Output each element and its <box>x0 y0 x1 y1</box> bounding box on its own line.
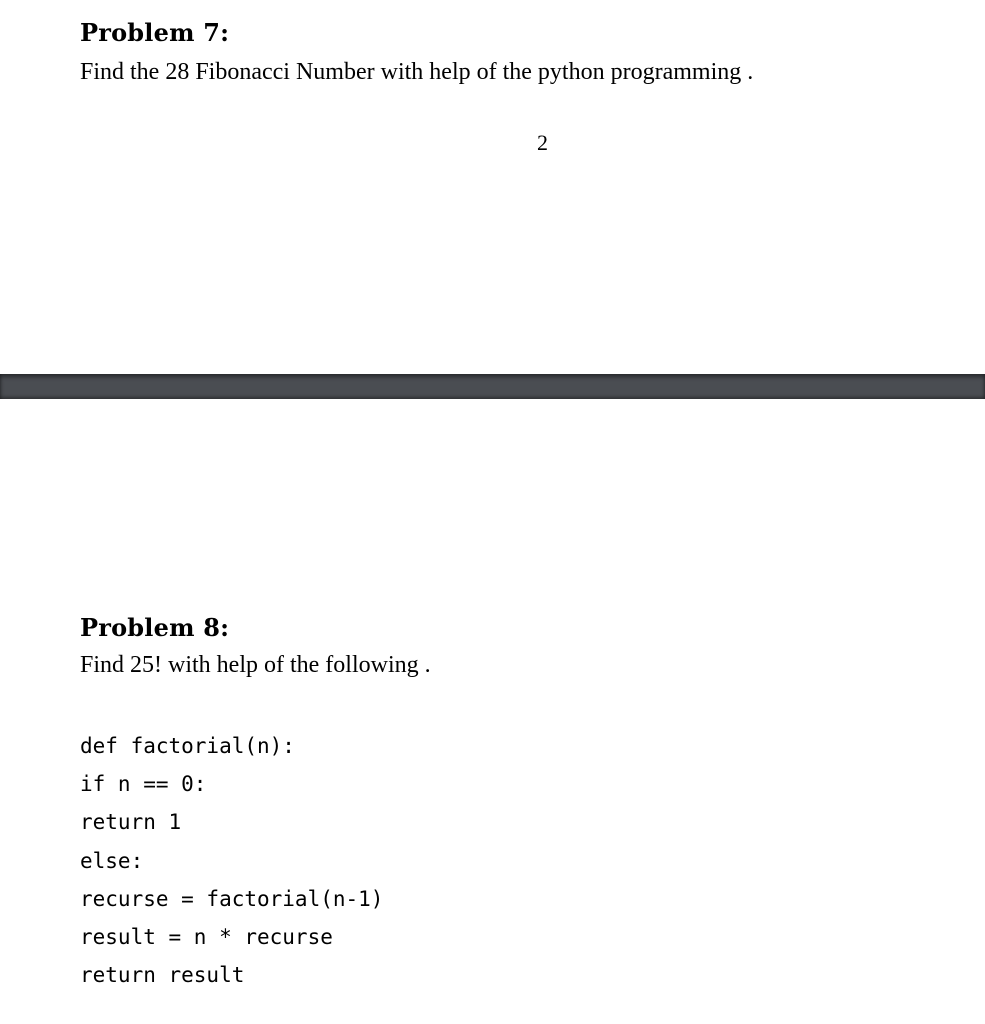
code-block <box>80 731 383 998</box>
page-top <box>0 0 985 374</box>
code-line: return 1 <box>80 810 182 835</box>
problem-7-title: Problem 7: <box>80 18 230 47</box>
problem-7-text: Find the 28 Fibonacci Number with help of the python programming . <box>80 59 754 85</box>
code-line: return result <box>80 963 245 988</box>
problem-8-text: Find 25! with help of the following . <box>80 652 431 678</box>
code-line: result = n * recurse <box>80 924 333 949</box>
page-number: 2 <box>537 130 548 155</box>
page-divider <box>0 374 985 399</box>
code-line: recurse = factorial(n-1) <box>80 886 384 911</box>
code-line: if n == 0: <box>80 772 207 797</box>
code-line: def factorial(n): <box>80 734 295 758</box>
problem-8-title: Problem 8: <box>80 613 230 642</box>
code-line: else: <box>80 848 144 873</box>
